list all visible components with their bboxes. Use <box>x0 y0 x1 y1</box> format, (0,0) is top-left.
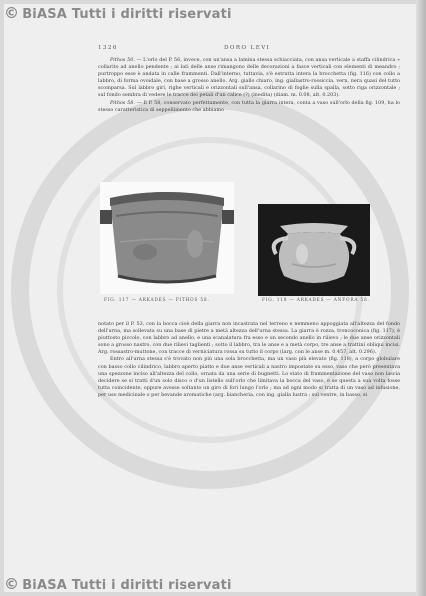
paragraph <box>98 321 400 356</box>
paragraph <box>98 356 400 399</box>
paragraph-text: notato per il P. 53, con la bocca cioè della giarra non incastrata nel terreno e nemmeno appoggiata all'altezza del fondo dell'urna, ma sollevata su una base di pietre a metà altezza dell'urna stessa. La giarra è rozza, troncoconica (fig. 117), è piuttosto piccolo, con labbro ad anello, e una scanalatura fra esso e un secondo anello in rilievo ; le due anse orizzontali sono a grosso nastro, con due rilievi taglienti ; sotto il labbro, tra le anse e a metà corpo, tre anse a trattini obliqui incisi. Arg. rossastro-muttone, con tracce di verniciatura rossa su tutto il corpo (larg. con le anse m. 0.457, alt. 0.296). <box>98 321 400 356</box>
paragraph-label: Pithos 58. <box>110 99 135 106</box>
body-text-top <box>98 57 400 114</box>
watermark-text: BiASA Tutti i diritti riservati <box>22 578 232 593</box>
body-text-bottom <box>98 321 400 399</box>
watermark-text: BiASA Tutti i diritti riservati <box>22 7 232 22</box>
figure-pithos-photo <box>100 182 234 294</box>
paragraph <box>98 57 400 100</box>
paragraph <box>98 100 400 114</box>
copyright-icon: © <box>4 575 20 593</box>
figure-caption: FIG. 118 — ARKADES — ANFORA 58. <box>262 298 370 303</box>
paragraph-label: Pithos 50. <box>110 57 135 63</box>
paragraph-text: — Il P. 58, conservato perfettamente, con tutta la giarra intera, conta a vaso sull'orlo della fig. 109, ha lo stesso caratteristica di seppellimento che abbiamo <box>98 99 400 113</box>
watermark-bottom <box>4 575 232 593</box>
figure-caption: FIG. 117 — ARKADES — PITHOS 58. <box>104 298 210 303</box>
page-number: 1326 <box>98 45 118 51</box>
page-edge-shadow <box>416 0 426 596</box>
paragraph-text: Entro all'urna stessa s'è trovato non più una sola brocchetta, ma un vaso più elevato (fig. 118), a corpo globulare con basso collo cilindrico, labbro aperto piatto e due anse verticali a nastro impostate su esso, vaso che però presentava una spezzone inciso all'altezza del collo, ornata da una serie di bugnetti. Lo stato di frammentazione del vaso non lascia decidere se si tratti d'un solo disco o d'un listello sull'orlo che limitava la bocca del vaso, e se questa a sua volta fosse tutta coincidente, oppure avesse soltanto un giro di fori lungo l'orlo ; ma ad ogni modo si tratta di un vaso ad infusione, per uso medicinale o per bevande aromatiche (arg. biancheria, con ing. gialla lustra ; sul ventre, in basso, si <box>98 356 400 398</box>
paragraph-text: — L'orlo del P. 56, invece, con un'ansa a lamina stessa schiacciata, con ansa verticale a staffa cilindrica » collarito ad anello pendente ; ai lati delle anse rimangono delle decorazioni a fasce verticali con elementi di meandro ; purtroppo esse è andata in calle frammenti. Dall'interno, tuttavia, s'è estratta intera la brocchetta (fig. 116) con collo a labbro, di forma ovoidale, con base a grosso anello. Arg. giallo chiaro, ing. giallastro-rossiccia, vern. nera quasi del tutto scomparsa. Sul labbro giri, righe verticali e orizzontali sull'ansa, collarino di foglie sulla spalla, sotto riga orizzontale ; sul fondo sembra di vedere le tracce dei petali d'un calice (?) (inedita) (diam. m. 0.08, alt. 0.203). <box>98 57 400 99</box>
copyright-icon: © <box>4 4 20 22</box>
running-head: DORO LEVI <box>224 45 271 51</box>
watermark-top <box>4 4 232 22</box>
figure-vase-photo <box>258 204 370 296</box>
